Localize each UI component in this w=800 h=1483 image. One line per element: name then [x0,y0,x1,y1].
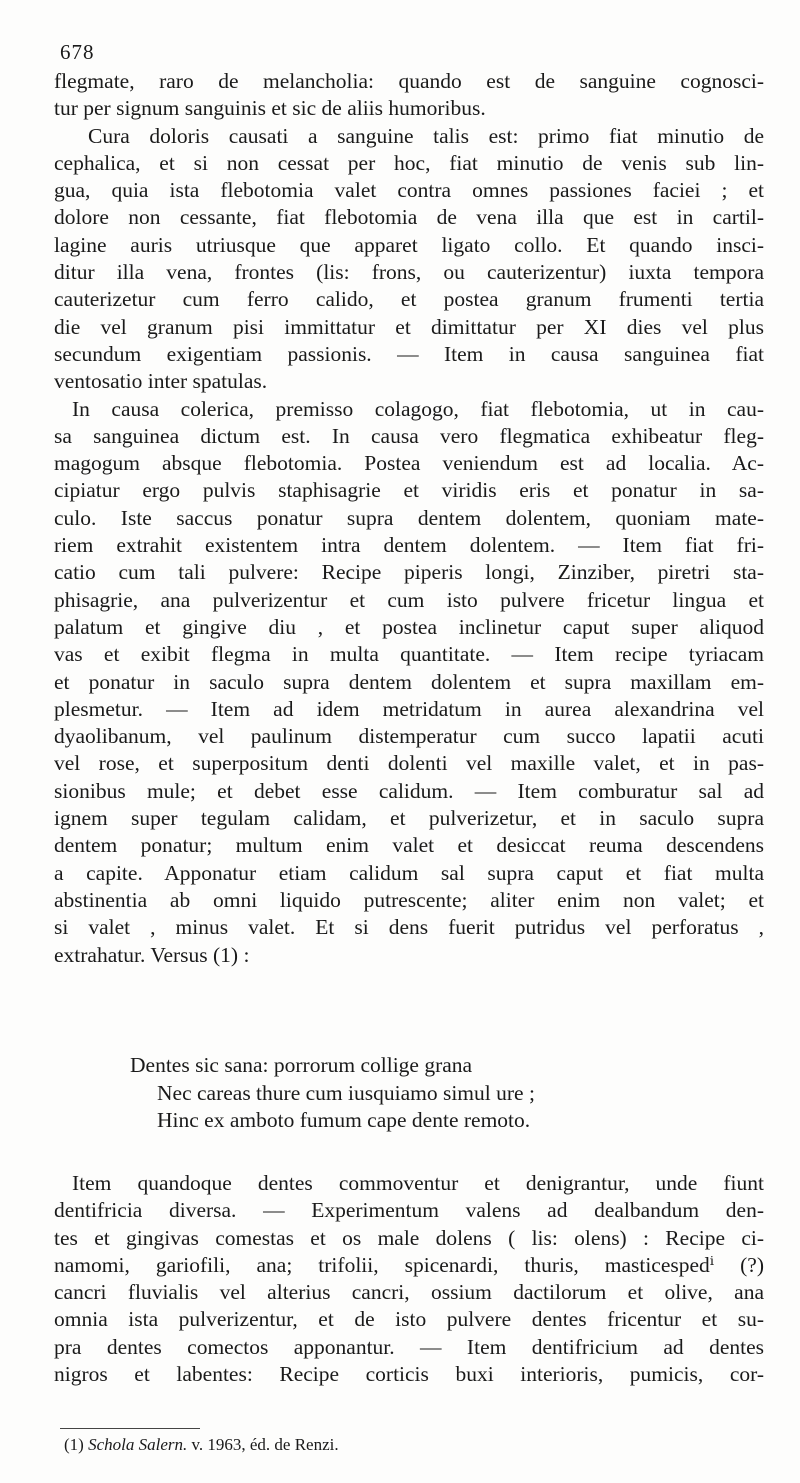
verse-line: Hinc ex amboto fumum cape dente remoto. [157,1108,531,1132]
text-line: Cura doloris causati a sanguine talis est: primo fiat minutio de [88,123,764,148]
text-line: ditur illa vena, frontes (lis: frons, ou cauterizentur) iuxta tempora [54,260,764,285]
text-line: catio cum tali pulvere: Recipe piperis longi, Zinziber, piretri sta- [54,560,764,585]
text-line: lagine auris utriusque que apparet ligato collo. Et quando insci- [54,232,764,257]
text-line: riem extrahit existentem intra dentem dolentem. — Item fiat fri- [54,533,764,558]
verse-block [130,1052,690,1135]
text-line: In causa colerica, premisso colagogo, fiat flebotomia, ut in cau- [72,396,764,421]
text-line: a capite. Apponatur etiam calidum sal supra caput et fiat multa [54,860,764,885]
text-line: dolore non cessante, fiat flebotomia de vena illa que est in cartil- [54,205,764,230]
text-line: cipiatur ergo pulvis staphisagrie et viridis eris et ponatur in sa- [54,478,764,503]
footnote-reference: v. 1963, éd. de Renzi. [191,1435,339,1454]
text-line: vel rose, et superpositum denti dolenti vel maxille valet, et in pas- [54,751,764,776]
text-line: cauterizetur cum ferro calido, et postea granum frumenti tertia [54,287,764,312]
text-line: cephalica, et si non cessat per hoc, fiat minutio de venis sub lin- [54,150,764,175]
text-line: ventosatio inter spatulas. [54,369,268,394]
verse-line: Dentes sic sana: porrorum collige grana [130,1053,473,1077]
text-line: secundum exigentiam passionis. — Item in causa sanguinea fiat [54,341,764,366]
footnote [64,1433,339,1457]
text-line: ignem super tegulam calidam, et pulverizetur, et in saculo supra [54,806,764,831]
text-line: magogum absque flebotomia. Postea veniendum est ad localia. Ac- [54,451,764,476]
text-line: culo. Iste saccus ponatur supra dentem dolentem, quoniam mate- [54,505,764,530]
footnote-divider [60,1428,200,1429]
footnote-marker: (1) [64,1435,84,1454]
text-line: Item quandoque dentes commoventur et denigrantur, unde fiunt [72,1171,764,1195]
text-line: si valet , minus valet. Et si dens fuerit putridus vel perforatus , [54,915,764,940]
verse-line: Nec careas thure cum iusquiamo simul ure ; [157,1080,535,1105]
main-text-bottom [54,1170,764,1388]
text-line: vas et exibit flegma in multa quantitate. — Item recipe tyriacam [54,642,764,667]
footnote-source: Schola Salern. [88,1435,188,1454]
text-line: extrahatur. Versus (1) : [54,942,250,967]
text-line: dentifricia diversa. — Experimentum valens ad dealbandum den- [54,1198,764,1223]
text-line: abstinentia ab omni liquido putrescente; aliter enim non valet; et [54,887,764,912]
text-line: tes et gingivas comestas et os male dolens ( lis: olens) : Recipe ci- [54,1225,764,1250]
text-line: sa sanguinea dictum est. In causa vero flegmatica exhibeatur fleg- [54,423,764,448]
text-line: sionibus mule; et debet esse calidum. — Item comburatur sal ad [54,778,764,803]
text-line: et ponatur in saculo supra dentem dolentem et supra maxillam em- [54,669,764,694]
page-number: 678 [60,40,95,64]
text-line: plesmetur. — Item ad idem metridatum in aurea alexandrina vel [54,696,764,721]
text-line: flegmate, raro de melancholia: quando est de sanguine cognosci- [54,69,764,93]
text-line: namomi, gariofili, ana; trifolii, spicenardi, thuris, masticespedⁱ (?) [54,1252,764,1277]
text-line: nigros et labentes: Recipe corticis buxi interioris, pumicis, cor- [54,1362,764,1387]
text-line: dyaolibanum, vel paulinum distemperatur cum succo lapatii acuti [54,724,764,749]
text-line: palatum et gingive diu , et postea inclinetur caput super aliquod [54,614,764,639]
text-line: pra dentes comectos apponantur. — Item dentifricium ad dentes [54,1334,764,1359]
text-line: die vel granum pisi immittatur et dimittatur per XI dies vel plus [54,314,764,339]
text-line: gua, quia ista flebotomia valet contra omnes passiones faciei ; et [54,178,764,203]
text-line: dentem ponatur; multum enim valet et desiccat reuma descendens [54,833,764,858]
main-text-top [54,68,764,969]
text-line: tur per signum sanguinis et sic de aliis humoribus. [54,96,486,121]
text-line: phisagrie, ana pulverizentur et cum isto pulvere fricetur lingua et [54,587,764,612]
text-line: cancri fluvialis vel alterius cancri, ossium dactilorum et olive, ana [54,1280,764,1305]
text-line: omnia ista pulverizentur, et de isto pulvere dentes fricentur et su- [54,1307,764,1332]
